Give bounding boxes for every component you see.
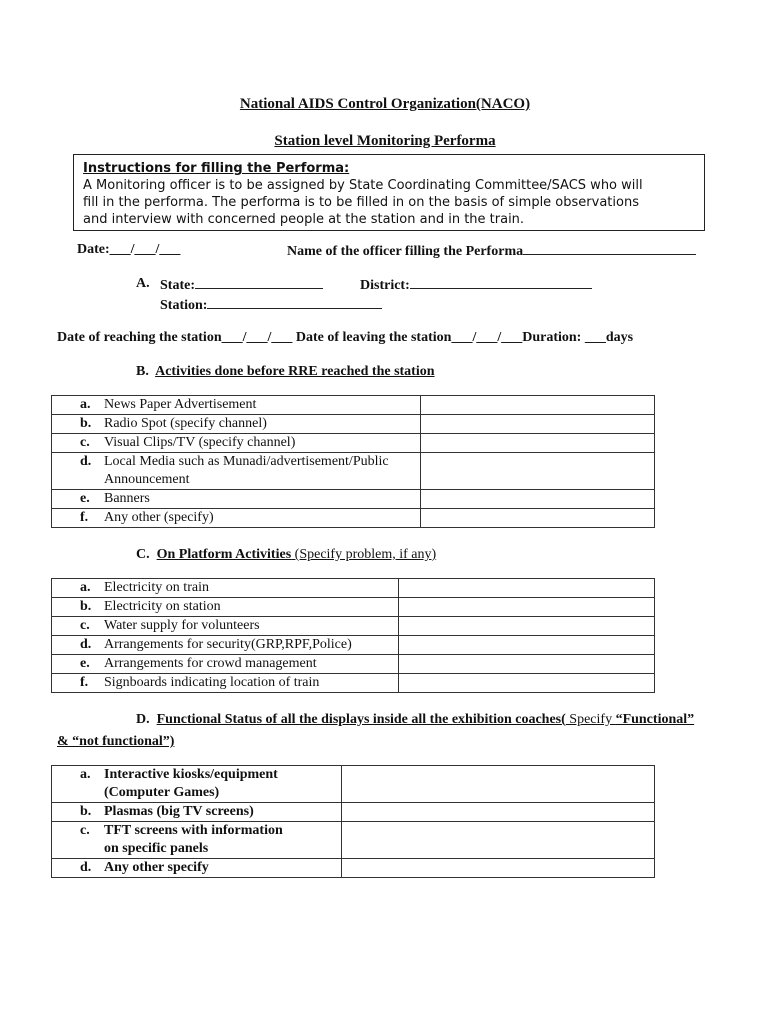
leaving-blank: ___/___/___ — [451, 330, 523, 345]
section-d-functional: “Functional” — [615, 712, 695, 727]
table-row: c. Visual Clips/TV (specify channel) — [52, 434, 655, 453]
section-a-letter: A. — [136, 276, 150, 291]
org-title: National AIDS Control Organization(NACO) — [239, 96, 531, 112]
section-c-table — [51, 578, 655, 693]
response-cell[interactable] — [342, 803, 655, 822]
instructions-line-1: A Monitoring officer is to be assigned by State Coordinating Committee/SACS who will — [83, 178, 643, 193]
table-row: f. Any other (specify) — [52, 509, 655, 528]
response-cell[interactable] — [421, 509, 655, 528]
response-cell[interactable] — [421, 490, 655, 509]
dates-line[interactable] — [57, 330, 633, 346]
table-row: c. TFT screens with information on specific panels — [52, 822, 655, 859]
instructions-heading: Instructions for filling the Performa: — [83, 161, 350, 176]
station-field[interactable] — [160, 296, 382, 314]
officer-blank — [523, 242, 696, 255]
instructions-line-2: fill in the performa. The performa is to be filled in on the basis of simple observations — [83, 195, 639, 210]
station-label: Station: — [160, 298, 208, 313]
table-row: f. Signboards indicating location of train — [52, 674, 655, 693]
duration-blank: ___ — [584, 330, 606, 345]
response-cell[interactable] — [399, 636, 655, 655]
form-title: Station level Monitoring Performa — [274, 133, 496, 149]
table-row: d. Local Media such as Munadi/advertisement/Public Announcement — [52, 453, 655, 490]
station-blank — [207, 296, 382, 309]
section-c-heading — [136, 547, 436, 563]
section-c-letter: C. — [136, 547, 150, 562]
district-label: District: — [360, 278, 410, 293]
section-b-heading — [136, 364, 435, 380]
section-d-title: Functional Status of all the displays inside all the exhibition coaches( — [156, 712, 566, 727]
response-cell[interactable] — [342, 822, 655, 859]
section-d-heading-line2: & “not functional”) — [57, 734, 175, 749]
section-b-letter: B. — [136, 364, 149, 379]
duration-unit: days — [605, 330, 634, 345]
table-row: c. Water supply for volunteers — [52, 617, 655, 636]
instructions-box — [73, 154, 705, 231]
instructions-line-3: and interview with concerned people at the station and in the train. — [83, 212, 525, 227]
section-d-letter: D. — [136, 712, 150, 727]
table-row: d. Any other specify — [52, 859, 655, 878]
response-cell[interactable] — [399, 674, 655, 693]
district-blank — [410, 276, 592, 289]
response-cell[interactable] — [421, 396, 655, 415]
table-row: d. Arrangements for security(GRP,RPF,Police) — [52, 636, 655, 655]
table-row: a. Electricity on train — [52, 579, 655, 598]
response-cell[interactable] — [342, 859, 655, 878]
response-cell[interactable] — [399, 617, 655, 636]
response-cell[interactable] — [399, 598, 655, 617]
table-row: a. Interactive kiosks/equipment (Computer Games) — [52, 766, 655, 803]
duration-label: Duration: — [522, 330, 585, 345]
table-row: b. Electricity on station — [52, 598, 655, 617]
section-d-table — [51, 765, 655, 878]
response-cell[interactable] — [399, 655, 655, 674]
table-row: b. Radio Spot (specify channel) — [52, 415, 655, 434]
response-cell[interactable] — [421, 453, 655, 490]
response-cell[interactable] — [399, 579, 655, 598]
state-blank — [195, 276, 323, 289]
state-label: State: — [160, 278, 195, 293]
response-cell[interactable] — [342, 766, 655, 803]
section-c-title: On Platform Activities — [156, 547, 292, 562]
leaving-label: Date of leaving the station — [295, 330, 452, 345]
date-blank: ___/___/___ — [109, 242, 181, 257]
date-label: Date: — [77, 242, 110, 257]
section-b-table — [51, 395, 655, 528]
district-field[interactable] — [360, 276, 592, 294]
section-d-specify: Specify — [565, 712, 616, 727]
table-row: b. Plasmas (big TV screens) — [52, 803, 655, 822]
officer-label: Name of the officer filling the Performa — [287, 244, 524, 259]
table-row: e. Banners — [52, 490, 655, 509]
table-row: e. Arrangements for crowd management — [52, 655, 655, 674]
section-c-subtitle: (Specify problem, if any) — [291, 547, 437, 562]
table-row: a. News Paper Advertisement — [52, 396, 655, 415]
officer-field[interactable] — [287, 242, 696, 260]
date-field[interactable] — [77, 242, 180, 258]
response-cell[interactable] — [421, 415, 655, 434]
reaching-label: Date of reaching the station — [57, 330, 222, 345]
section-d-heading — [136, 712, 694, 728]
reaching-blank: ___/___/___ — [221, 330, 293, 345]
state-field[interactable] — [160, 276, 323, 294]
section-b-title: Activities done before RRE reached the station — [155, 364, 435, 379]
response-cell[interactable] — [421, 434, 655, 453]
